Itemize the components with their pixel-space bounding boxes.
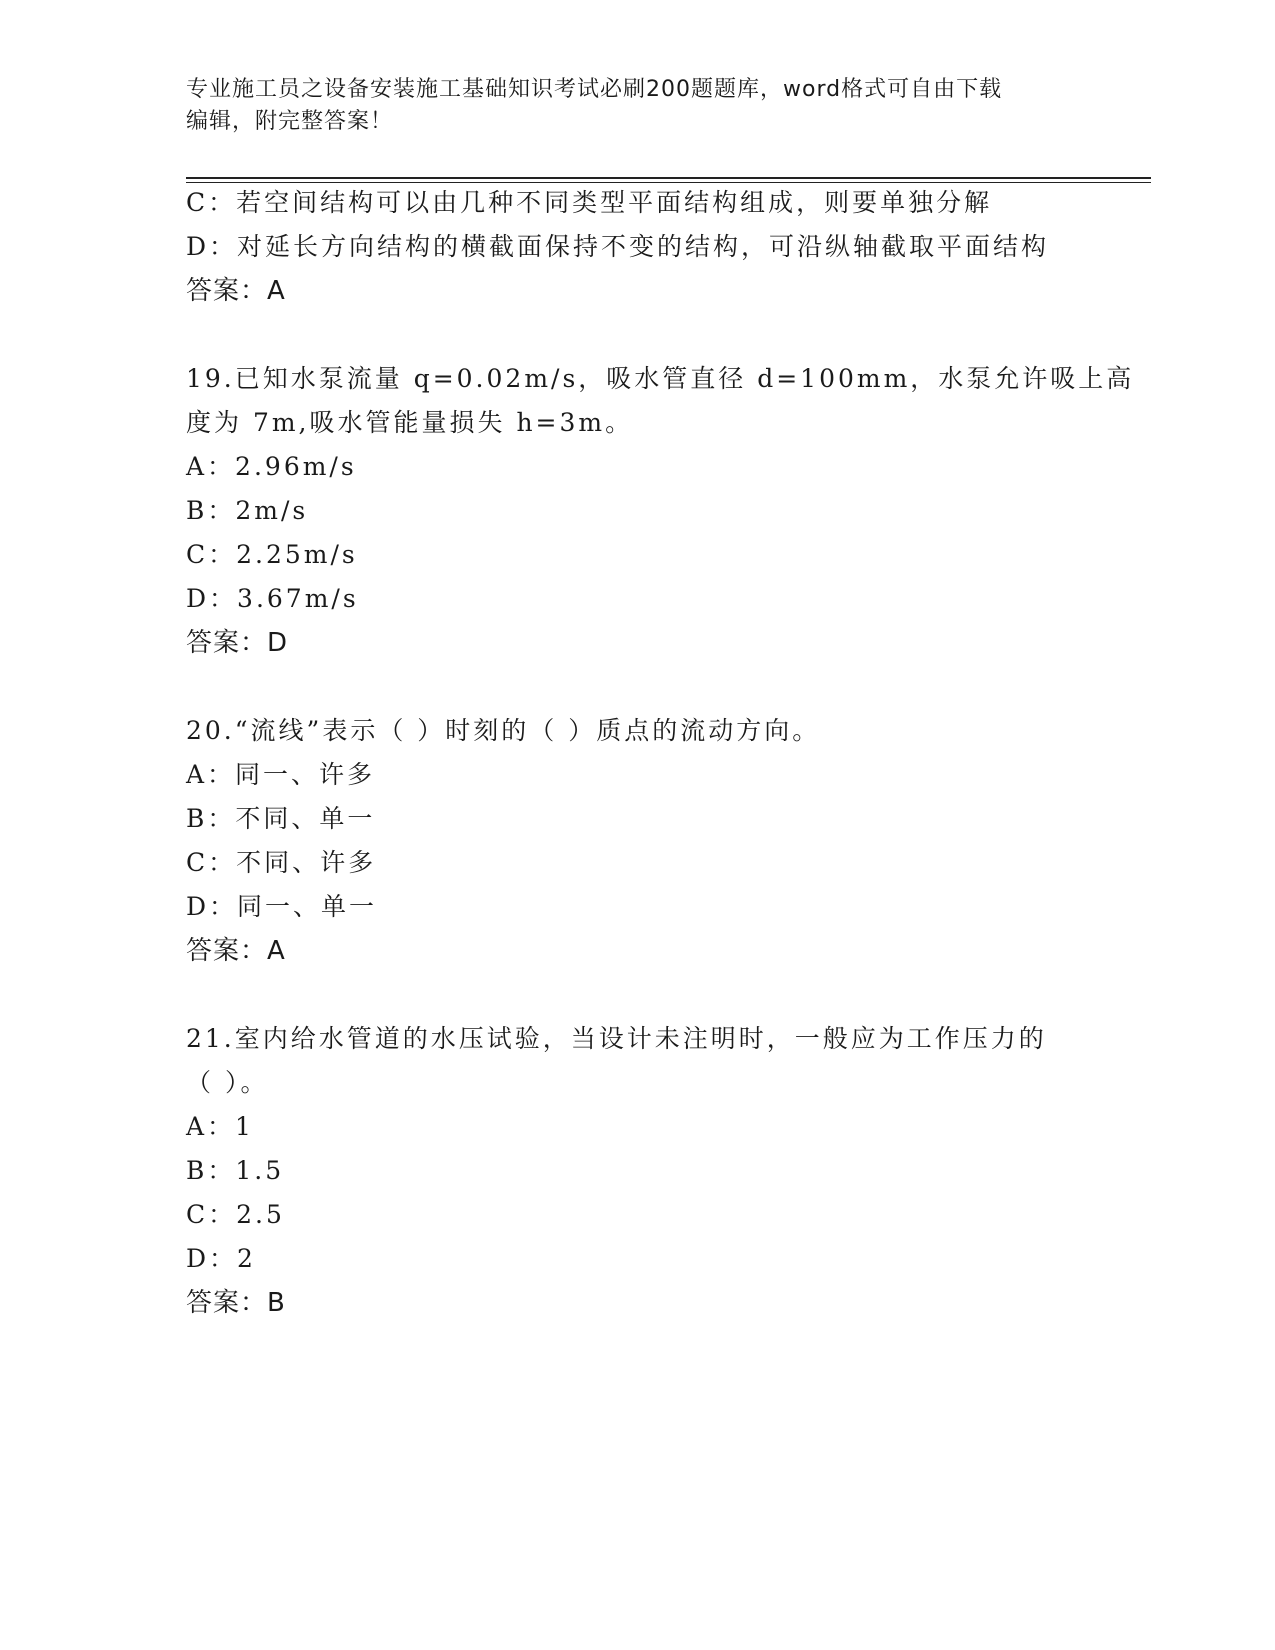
q21-stem-line-2: （ ）。 — [186, 1068, 269, 1097]
q21-option-a: A：1 — [186, 1112, 254, 1141]
header-divider-thick — [186, 177, 1151, 179]
q20-option-a: A：同一、许多 — [186, 760, 376, 789]
q19-answer: 答案：D — [186, 628, 289, 658]
q20-answer: 答案：A — [186, 936, 286, 966]
prev-option-d: D：对延长方向结构的横截面保持不变的结构，可沿纵轴截取平面结构 — [186, 232, 1050, 261]
header-divider-thin — [186, 182, 1151, 183]
q19-stem-line-1: 19.已知水泵流量 q=0.02m/s，吸水管直径 d=100mm，水泵允许吸上高 — [186, 364, 1135, 393]
q19-option-b: B：2m/s — [186, 496, 309, 525]
q20-option-b: B：不同、单一 — [186, 804, 376, 833]
q19-stem-line-2: 度为 7m,吸水管能量损失 h=3m。 — [186, 408, 634, 437]
q20-option-c: C：不同、许多 — [186, 848, 377, 877]
document-header — [186, 74, 1086, 138]
q21-option-c: C：2.5 — [186, 1200, 285, 1229]
q21-option-d: D：2 — [186, 1244, 256, 1273]
q21-stem-line-1: 21.室内给水管道的水压试验，当设计未注明时，一般应为工作压力的 — [186, 1024, 1047, 1053]
q21-answer: 答案：B — [186, 1288, 286, 1318]
q19-option-a: A：2.96m/s — [186, 452, 357, 481]
q19-option-d: D：3.67m/s — [186, 584, 359, 613]
q20-stem-line-1: 20.“流线”表示（ ）时刻的（ ）质点的流动方向。 — [186, 716, 821, 745]
header-line-1: 专业施工员之设备安装施工基础知识考试必刷200题题库，word格式可自由下载 — [186, 77, 1003, 102]
q21-option-b: B：1.5 — [186, 1156, 285, 1185]
header-line-2: 编辑，附完整答案！ — [186, 109, 394, 134]
q19-option-c: C：2.25m/s — [186, 540, 358, 569]
q20-option-d: D：同一、单一 — [186, 892, 378, 921]
prev-answer: 答案：A — [186, 276, 286, 306]
prev-option-c: C：若空间结构可以由几种不同类型平面结构组成，则要单独分解 — [186, 188, 993, 217]
